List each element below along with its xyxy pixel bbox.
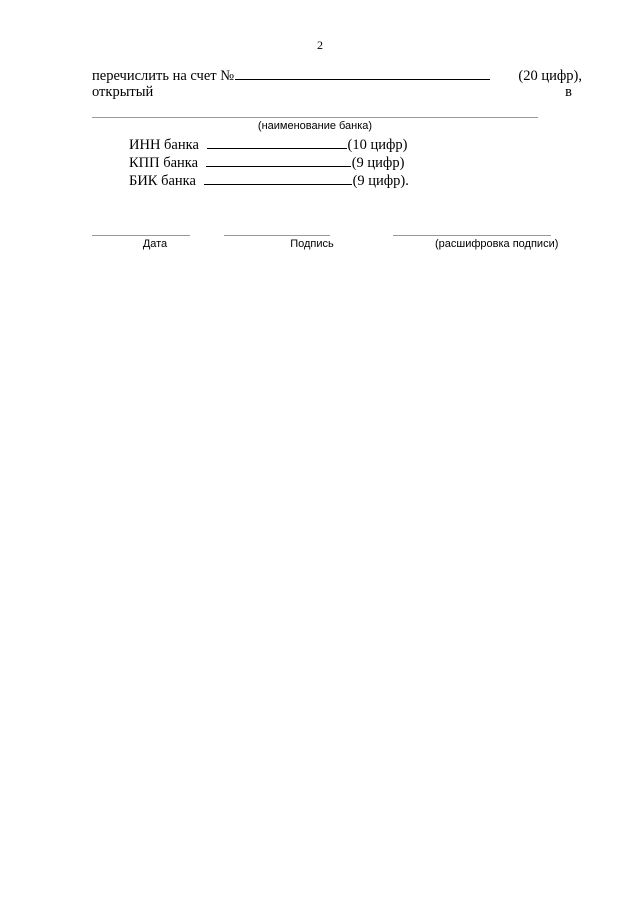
date-blank[interactable]	[92, 235, 190, 236]
bik-blank[interactable]	[204, 172, 352, 185]
kpp-row	[129, 154, 404, 172]
inn-hint: (10 цифр)	[347, 137, 408, 153]
account-digits-hint: (20 цифр),	[518, 68, 582, 84]
signature-blank[interactable]	[224, 235, 330, 236]
in-label: в	[565, 84, 572, 100]
opened-in-line	[92, 85, 572, 100]
bik-label: БИК банка	[129, 173, 196, 189]
kpp-blank[interactable]	[206, 154, 351, 167]
bik-hint: (9 цифр).	[352, 173, 409, 189]
inn-row	[129, 136, 407, 154]
inn-label: ИНН банка	[129, 137, 199, 153]
signature-caption: Подпись	[290, 238, 334, 250]
account-number-blank[interactable]	[235, 67, 490, 80]
kpp-hint: (9 цифр)	[351, 155, 405, 171]
signature-decoding-caption: (расшифровка подписи)	[435, 238, 559, 250]
signature-decoding-blank[interactable]	[393, 235, 551, 236]
account-number-line	[92, 67, 582, 84]
bik-row	[129, 172, 409, 190]
bank-name-caption: (наименование банка)	[257, 120, 373, 132]
page-number: 2	[317, 38, 323, 52]
date-caption: Дата	[142, 238, 168, 250]
account-prefix: перечислить на счет №	[92, 68, 235, 84]
opened-label: открытый	[92, 84, 154, 100]
inn-blank[interactable]	[207, 136, 347, 149]
kpp-label: КПП банка	[129, 155, 199, 171]
bank-name-blank[interactable]	[92, 117, 538, 118]
